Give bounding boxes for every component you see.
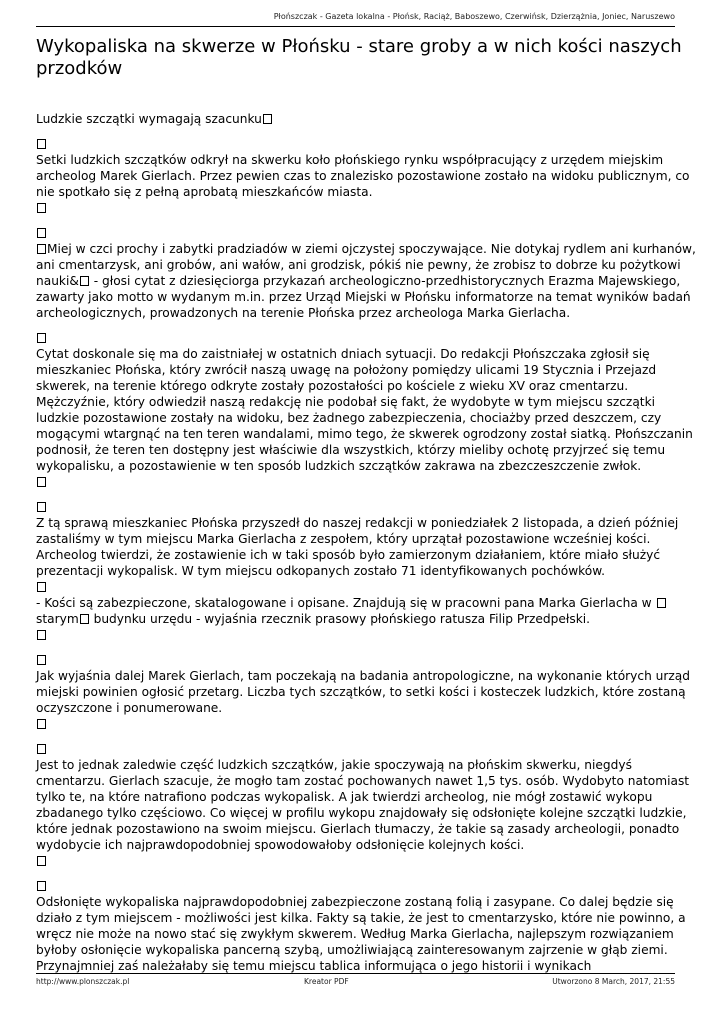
paragraph-8 bbox=[36, 878, 696, 974]
missing-glyph-box bbox=[37, 630, 46, 640]
footer-generator: Kreator PDF bbox=[304, 977, 349, 986]
missing-glyph-box bbox=[37, 582, 46, 592]
paragraph-3 bbox=[36, 330, 696, 490]
missing-glyph-box bbox=[37, 856, 46, 866]
paragraph-text: Cytat doskonale się ma do zaistniałej w ostatnich dniach sytuacji. Do redakcji Płońszczaka zgłosił się mieszkaniec Płońska, który zwrócił naszą uwagę na położony pomiędzy ulicami 19 Stycznia i Przejazd skwerek, na terenie którego odkryte zostały pozostałości po kościele z wieku XV oraz cmentarzu. Mężczyźnie, który odwiedził naszą redakcję nie podobał się fakt, że wydobyte w tym miejscu szczątki ludzkie pozostawione zostały na widoku, bez żadnego zabezpieczenia, chociażby przed deszczem, czy mogącymi wtargnąć na ten teren wandalami, mimo tego, że skwerek ogrodzony został siatką. Płońszczanin podnosił, że teren ten dostępny jest właściwie dla wszystkich, którzy mieliby ochotę przyjrzeć się temu wykopalisku, a pozostawienie w ten sposób ludzkich szczątków zakrawa na zbezczeszczenie zwłok. bbox=[36, 347, 693, 473]
paragraph-6 bbox=[36, 652, 696, 732]
missing-glyph-box bbox=[263, 114, 272, 124]
missing-glyph-box bbox=[37, 139, 46, 149]
quote-text: starym bbox=[36, 612, 79, 626]
missing-glyph-box bbox=[37, 744, 46, 754]
article-title: Wykopaliska na skwerze w Płońsku - stare groby a w nich kości naszych przodków bbox=[36, 36, 682, 79]
footer-url: http://www.plonszczak.pl bbox=[36, 977, 130, 986]
missing-glyph-box bbox=[37, 502, 46, 512]
missing-glyph-box bbox=[37, 719, 46, 729]
footer-created: Utworzono 8 March, 2017, 21:55 bbox=[552, 977, 675, 986]
paragraph-text: Jest to jednak zaledwie część ludzkich szczątków, jakie spoczywają na płońskim skwerku, niegdyś cmentarzu. Gierlach szacuje, że mogło tam zostać pochowanych nawet 1,5 tys. osób. Wydobyto natomiast tylko te, na które natrafiono podczas wykopalisk. A jak twierdzi archeolog, nie mógł zostawić wykopu zbadanego tylko częściowo. Co więcej w profilu wykopu znajdowały się odsłonięte kolejne szczątki ludzkie, które jednak pozostawiono na swoim miejscu. Gierlach tłumaczy, że takie są zasady archeologii, ponadto wydobycie ich najprawdopodobniej spowodowałoby odsłonięcie kolejnych kości. bbox=[36, 758, 690, 852]
missing-glyph-box bbox=[657, 598, 666, 608]
missing-glyph-box bbox=[80, 614, 89, 624]
missing-glyph-box bbox=[37, 228, 46, 238]
missing-glyph-box bbox=[37, 333, 46, 343]
paragraph-2 bbox=[36, 225, 696, 321]
paragraph-4 bbox=[36, 499, 696, 643]
paragraph-text: Odsłonięte wykopaliska najprawdopodobniej zabezpieczone zostaną folią i zasypane. Co dalej będzie się działo z tym miejscem - możliwości jest kilka. Fakty są takie, że jest to cmentarzysko, które nie powinno, a wręcz nie może na nowo stać się zwykłym skwerem. Według Marka Gierlacha, najlepszym rozwiązaniem byłoby osłonięcie wykopaliska pancerną szybą, umożliwiającą zainteresowanym zajrzenie w głąb ziemi. Przynajmniej zaś należałaby się temu miejscu tablica informująca o jego historii i wynikach bbox=[36, 895, 686, 973]
paragraph-text: Setki ludzkich szczątków odkrył na skwerku koło płońskiego rynku współpracujący z urzędem miejskim archeolog Marek Gierlach. Przez pewien czas to znalezisko pozostawione zostało na widoku publicznym, co nie spotkało się z pełną aprobatą mieszkańców miasta. bbox=[36, 153, 690, 199]
missing-glyph-box bbox=[37, 244, 46, 254]
article-subtitle bbox=[36, 111, 696, 127]
footer-divider bbox=[36, 973, 675, 974]
subtitle-text: Ludzkie szczątki wymagają szacunku bbox=[36, 112, 262, 126]
quote-text: - Kości są zabezpieczone, skatalogowane i opisane. Znajdują się w pracowni pana Marka Gierlacha w bbox=[36, 596, 656, 610]
paragraph-1 bbox=[36, 136, 696, 216]
quote-attribution: - głosi cytat z dziesięciorga przykazań archeologiczno-przedhistorycznych Erazma Majewskiego, zawarty jako motto w wydanym m.in. przez Urząd Miejski w Płońsku informatorze na temat wyników badań archeologicznych, prowadzonych na terenie Płońska przez archeologa Marka Gierlacha. bbox=[36, 274, 691, 320]
paragraph-7 bbox=[36, 741, 696, 869]
quote-text: budynku urzędu - wyjaśnia rzecznik prasowy płońskiego ratusza Filip Przedpełski. bbox=[89, 612, 591, 626]
missing-glyph-box bbox=[80, 276, 89, 286]
missing-glyph-box bbox=[37, 477, 46, 487]
page-header: Płońszczak - Gazeta lokalna - Płońsk, Raciąż, Baboszewo, Czerwińsk, Dzierzążnia, Joniec, Naruszewo bbox=[273, 12, 675, 21]
article-body bbox=[36, 111, 696, 983]
paragraph-text: Z tą sprawą mieszkaniec Płońska przyszedł do naszej redakcji w poniedziałek 2 listopada, a dzień później zastaliśmy w tym miejscu Marka Gierlacha z zespołem, który uprzątał pozostawione wcześniej kości. Archeolog twierdzi, że zostawienie ich w taki sposób było zamierzonym działaniem, które miało służyć prezentacji wykopalisk. W tym miejscu odkopanych zostało 71 identyfikowanych pochówków. bbox=[36, 516, 679, 578]
header-divider bbox=[36, 26, 675, 27]
paragraph-text: Jak wyjaśnia dalej Marek Gierlach, tam poczekają na badania antropologiczne, na wykonanie których urząd miejski powinien ogłosić przetarg. Liczba tych szczątków, to setki kości i kosteczek ludzkich, które zostaną oczyszczone i ponumerowane. bbox=[36, 669, 691, 715]
quote-text: Miej w czci prochy i zabytki pradziadów w ziemi ojczystej spoczywające. Nie dotykaj rydlem ani kurhanów, ani cmentarzysk, ani grobów, ani wałów, ani grodzisk, pókiś nie pewny, że zrobisz to dobrze ku pożytkowi nauki& bbox=[36, 242, 696, 288]
missing-glyph-box bbox=[37, 203, 46, 213]
missing-glyph-box bbox=[37, 881, 46, 891]
missing-glyph-box bbox=[37, 655, 46, 665]
